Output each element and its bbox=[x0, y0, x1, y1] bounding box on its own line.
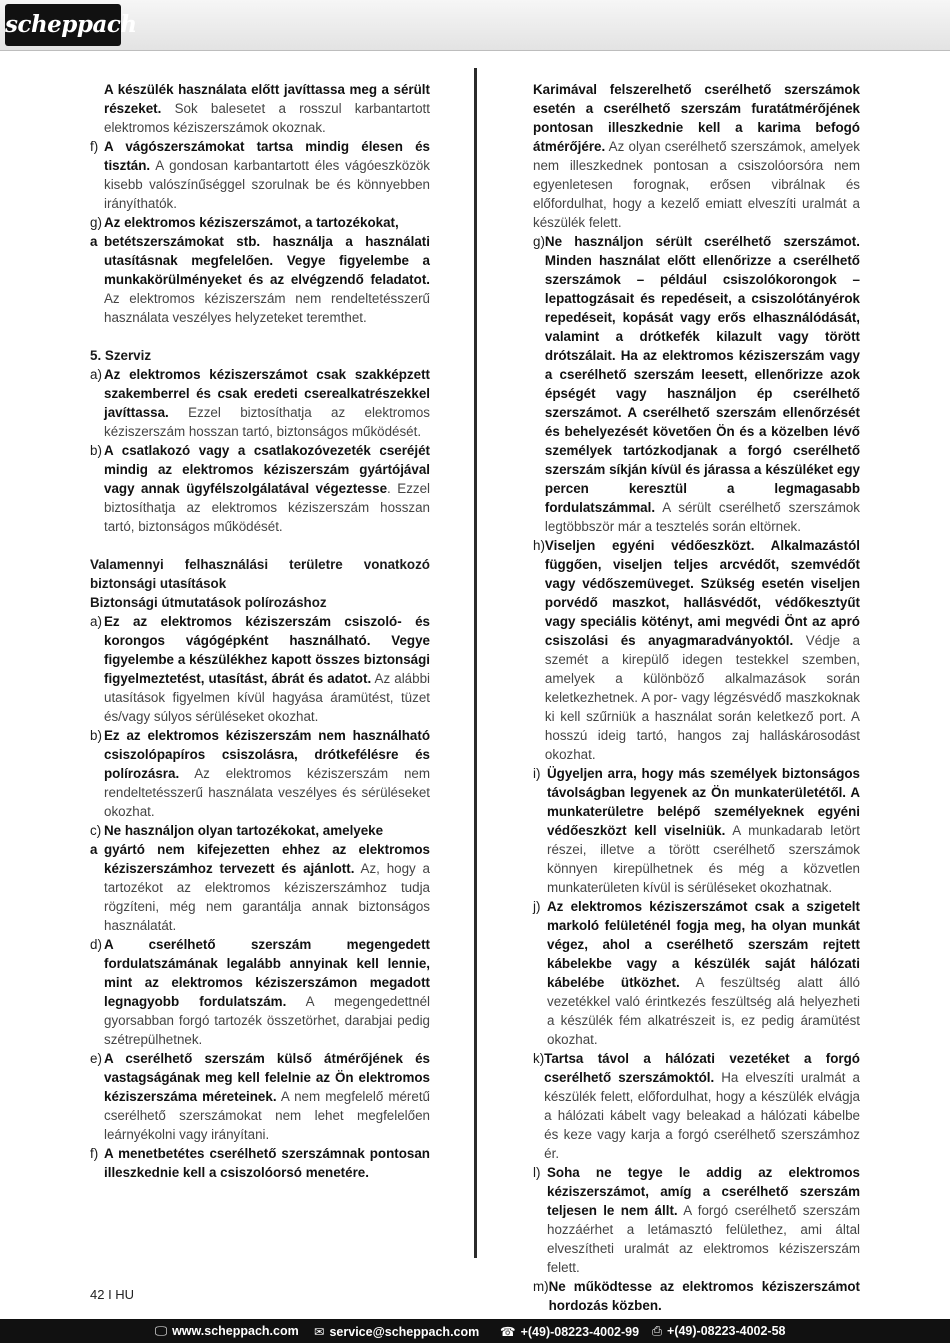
footer-website[interactable]: 🖵 www.scheppach.com bbox=[155, 1324, 299, 1338]
list-item-rj: j) Az elektromos kéziszerszámot csak a szigetelt markoló felületénél fogja meg, ha olyan munkát végez, ahol a cserélhető szerszám rejtett kábelekbe vagy a készülék saját hálózati kábelébe ütközhet. A feszültség alatt álló vezetékkel való érintkezés feszültség alá helyezheti a készülék fém alkatrészeit is, ez pedig áramütést okozhat. bbox=[533, 899, 860, 1047]
section-heading-polishing: Biztonsági útmutatások polírozáshoz bbox=[90, 595, 327, 610]
list-item-rg: g) Ne használjon sérült cserélhető szerszámot. Minden használat előtt ellenőrizze a cserélhető szerszámok – például csiszolókorongok – lepattogzásait és repedéseit, a csiszolótányérok repedéseit, kopását vagy erős elhasználódását, valamint a drótkefék kilazult vagy törött drótszálait. Ha az elektromos kéziszerszám vagy a cserélhető szerszám leesett, ellenőrizze azok épségét vagy használjon ép cserélhető szerszámot. A cserélhető szerszám ellenőrzését és behelyezését követően Ön és a közelben lévő személyek tartózkodjanak a forgó cserélhető szerszám síkján kívül és járassa a készüléket egy percen keresztül a legmagasabb fordulatszámmal. A sérült cserélhető szerszámok legtöbbször már a tesztelés során eltörnek. bbox=[533, 234, 860, 534]
list-item-rm: m) Ne működtesse az elektromos kéziszerszámot hordozás közben. bbox=[533, 1279, 860, 1313]
right-column bbox=[533, 80, 860, 1315]
list-item-g-cont: a betétszerszámokat stb. használja a használati utasításnak megfelelően. Vegye figyelembe a munkakörülményeket és az elvégzendő feladatot. Az elektromos kéziszerszám nem rendeltetésszerű használata veszélyes helyzeteket teremthet. bbox=[90, 234, 430, 325]
logo-text: scheppach bbox=[5, 11, 137, 38]
list-item-5b: b) A csatlakozó vagy a csatlakozóvezeték cseréjét mindig az elektromos kéziszerszám gyártójával vagy annak ügyfélszolgálatával végeztesse. Ezzel biztosíthatja az elektromos kéziszerszám hosszan tartó, biztonságos működését. bbox=[90, 443, 431, 534]
left-column bbox=[90, 80, 430, 1182]
monitor-icon: 🖵 bbox=[155, 1324, 168, 1338]
list-item-pf: f) A menetbetétes cserélhető szerszámnak pontosan illeszkednie kell a csiszolóorsó menetére. bbox=[90, 1146, 430, 1180]
list-item-pe: e) A cserélhető szerszám külső átmérőjének és vastagságának meg kell felelnie az Ön elektromos kéziszerszáma méreteinek. A nem megfelelő méretű cserélhető szerszámokat nem lehet megfelelően leárnyékolni vagy irányítani. bbox=[90, 1051, 430, 1142]
page-number: 42 I HU bbox=[90, 1287, 135, 1302]
scheppach-logo bbox=[5, 4, 137, 46]
list-item-pc-cont: a gyártó nem kifejezetten ehhez az elektromos kéziszerszámhoz tervezett és ajánlott. Az, hogy a tartozékot az elektromos kéziszerszámhoz tudja rögzíteni, még nem garantálja annak biztonságos használatát. bbox=[90, 842, 430, 933]
list-item-pd: d) A cserélhető szerszám megengedett fordulatszámának legalább annyinak kell lennie, mint az elektromos kéziszerszámon megadott legnagyobb fordulatszám. A megengedettnél gyorsabban forgó tartozék összetörhet, darabjai pedig szétrepülhetnek. bbox=[90, 937, 430, 1047]
list-item-pc: c) Ne használjon olyan tartozékokat, amelyeke bbox=[90, 823, 384, 838]
list-item-pa: a) Ez az elektromos kéziszerszám csiszoló- és korongos vágógépként használható. Vegye figyelembe a készülékhez kapott összes biztonsági figyelmeztetést, utasítást, ábrát és adatot. Az alábbi utasítások figyelmen kívül hagyása áramütést, tüzet és/vagy súlyos sérüléseket okozhat. bbox=[90, 614, 430, 724]
fax-icon: ⎙ bbox=[652, 1324, 663, 1338]
list-item-g: g) Az elektromos kéziszerszámot, a tartozékokat, bbox=[90, 215, 399, 230]
list-item-ri: i) Ügyeljen arra, hogy más személyek biztonságos távolságban legyenek az Ön munkaterületétől. A munkaterületre belépő személyeknek egyéni védőeszközt kell viselniük. A munkadarab letört részei, illetve a törött cserélhető szerszámok könnyen kirepülhetnek és még a közvetlen munkaterületen kívül is sérüléseket okozhatnak. bbox=[533, 766, 860, 895]
mail-icon: ✉ bbox=[314, 1325, 325, 1339]
footer-email[interactable]: ✉ service@scheppach.com bbox=[314, 1325, 480, 1339]
list-item-5a: a) Az elektromos kéziszerszámot csak szakképzett szakemberrel és csak eredeti cserealkatrészekkel javíttassa. Ezzel biztosíthatja az elektromos kéziszerszám hosszan tartó, biztonságos működését. bbox=[90, 367, 430, 439]
footer-phone: ☎ +(49)-08223-4002-99 bbox=[500, 1325, 640, 1339]
footer-fax: ⎙ +(49)-08223-4002-58 bbox=[652, 1324, 786, 1338]
phone-icon: ☎ bbox=[500, 1325, 516, 1339]
paragraph-repair: A készülék használata előtt javíttassa meg a sérült részeket. Sok balesetet a rosszul karbantartott elektromos kéziszerszámok okoznak. bbox=[104, 82, 430, 135]
section-heading-general: Valamennyi felhasználási területre vonatkozó biztonsági utasítások bbox=[90, 557, 430, 591]
header-bar bbox=[0, 0, 950, 51]
paragraph-flange: Karimával felszerelhető cserélhető szerszámok esetén a cserélhető szerszám furatátmérőjének pontosan illeszkednie kell a karima befogó átmérőjére. Az olyan cserélhető szerszámok, amelyek nem illeszkednek pontosan a csiszolóorsóra nem egyenletesen forognak, erősen vibrálnak és előfordulhat, hogy a kezelő emiatt elveszíti uralmát a készülék felett. bbox=[533, 82, 860, 230]
section-heading-service: 5. Szerviz bbox=[90, 348, 152, 363]
list-item-rh: h) Viseljen egyéni védőeszközt. Alkalmazástól függően, viseljen teljes arcvédőt, szemvédőt vagy védőszemüveget. Szükség esetén viseljen porvédő maszkot, hallásvédőt, védőkesztyűt vagy speciális kötényt, ami megvédi Önt az apró csiszolási és anyagmaradványoktól. Védje a szemét a kirepülő idegen testekkel szemben, amelyek a különböző alkalmazások során keletkezhetnek. A por- vagy légzésvédő maszkoknak ki kell szűrniük a használat során keletkező port. A hosszú ideig tartó, hangos zaj halláskárosodást okozhat. bbox=[533, 538, 861, 762]
list-item-pb: b) Ez az elektromos kéziszerszám nem használható csiszolópapíros csiszolásra, drótkefélésre és polírozásra. Az elektromos kéziszerszám nem rendeltetésszerű használata veszélyes és sérüléseket okozhat. bbox=[90, 728, 430, 819]
list-item-rl: l) Soha ne tegye le addig az elektromos kéziszerszámot, amíg a cserélhető szerszám teljesen le nem állt. A forgó cserélhető szerszám hozzáérhet a letámasztó felülethez, ami által elveszítheti uralmát az elektromos kéziszerszám felett. bbox=[533, 1165, 860, 1275]
list-item-f: f) A vágószerszámokat tartsa mindig élesen és tisztán. A gondosan karbantartott éles vágóeszközök kisebb valószínűséggel szorulnak be és könnyebben irányíthatók. bbox=[90, 139, 430, 211]
list-item-rk: k) Tartsa távol a hálózati vezetéket a forgó cserélhető szerszámoktól. Ha elveszíti uralmát a készülék felett, előfordulhat, hogy a készülék elvágja a hálózati kábelt vagy beleakad a hálózati kábelbe és keze vagy karja a forgó cserélhető szerszámhoz ér. bbox=[533, 1051, 860, 1161]
column-divider bbox=[474, 68, 477, 1258]
footer-bar bbox=[0, 1319, 950, 1343]
